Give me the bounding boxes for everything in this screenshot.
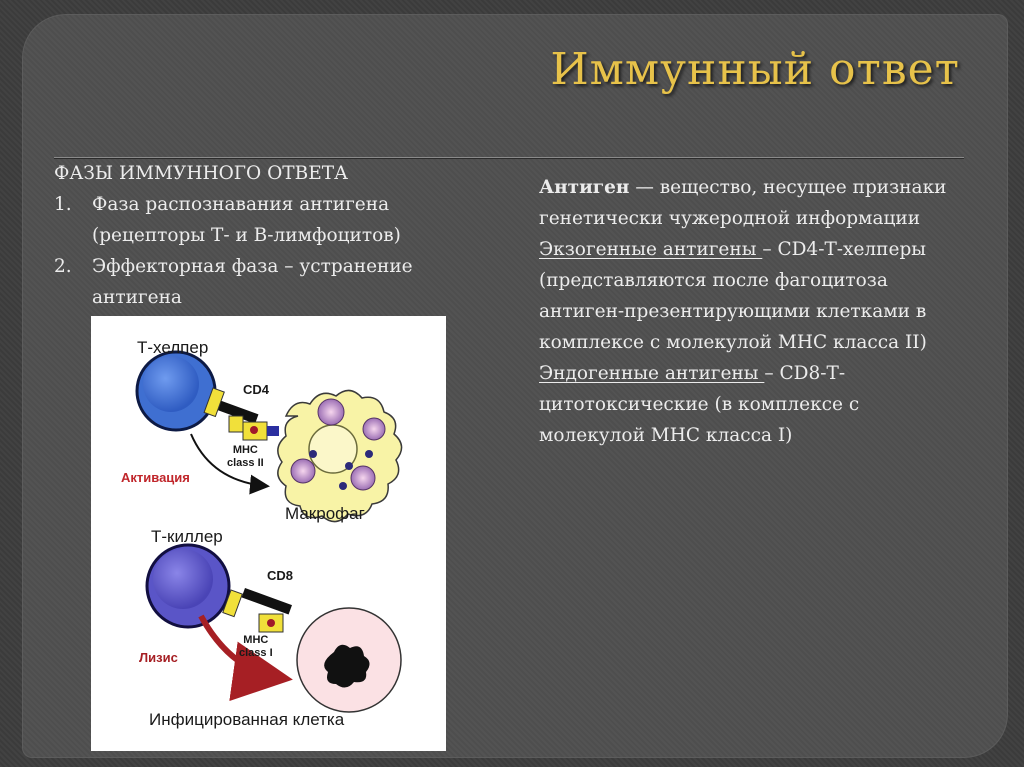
phase-item — [54, 251, 484, 313]
mhc-class-i-line1: MHC — [243, 634, 269, 646]
macrophage-label: Макрофаг — [285, 504, 365, 523]
phase-text: Эффекторная фаза – устранение антигена — [92, 256, 413, 308]
phase-text: Фаза распознавания антигена (рецепторы Т- и В-лимфоцитов) — [92, 194, 401, 246]
infected-cell-label: Инфицированная клетка — [149, 710, 345, 729]
mhc-class-i-line2: class I — [239, 647, 273, 659]
exogenous-antigens-text: – CD4-Т-хелперы (представляются после фагоцитоза антиген-презентирующими клетками в комплексе с молекулой МНС класса II) — [539, 239, 927, 353]
phase-item — [54, 189, 484, 251]
exogenous-antigens-label: Экзогенные антигены — [539, 239, 763, 260]
mhc-class-ii-line1: MHC — [232, 444, 258, 456]
t-killer-cell — [147, 545, 229, 627]
slide-title: Иммунный ответ — [550, 44, 960, 95]
cd8-label: CD8 — [267, 568, 294, 583]
antigen-term: Антиген — [539, 177, 630, 198]
infected-cell — [297, 608, 401, 712]
t-killer-label: Т-киллер — [151, 527, 223, 546]
cd8-receptor — [223, 588, 292, 632]
lysis-label: Лизис — [139, 650, 178, 665]
phase-number: 2. — [54, 256, 72, 277]
t-helper-cell — [137, 352, 215, 430]
t-helper-label: Т-хелпер — [137, 338, 209, 357]
antigen-block — [539, 172, 969, 451]
mhc-class-ii-line2: class II — [227, 457, 264, 469]
cd4-label: CD4 — [243, 382, 270, 397]
phases-block — [54, 158, 484, 313]
endogenous-antigens-label: Эндогенные антигены — [539, 363, 765, 384]
phases-heading: ФАЗЫ ИММУННОГО ОТВЕТА — [54, 163, 349, 184]
endogenous-antigens-text: – CD8-Т-цитотоксические (в комплексе с молекулой МНС класса I) — [539, 363, 860, 446]
immune-diagram — [91, 316, 446, 751]
antigen-definition: — вещество, несущее признаки генетически чужеродной информации — [539, 177, 947, 229]
phase-number: 1. — [54, 194, 72, 215]
activation-label: Активация — [121, 470, 190, 485]
macrophage-cell — [278, 390, 402, 521]
mhc-class-ii-label — [227, 444, 264, 470]
mhc-class-i-label — [239, 634, 273, 660]
